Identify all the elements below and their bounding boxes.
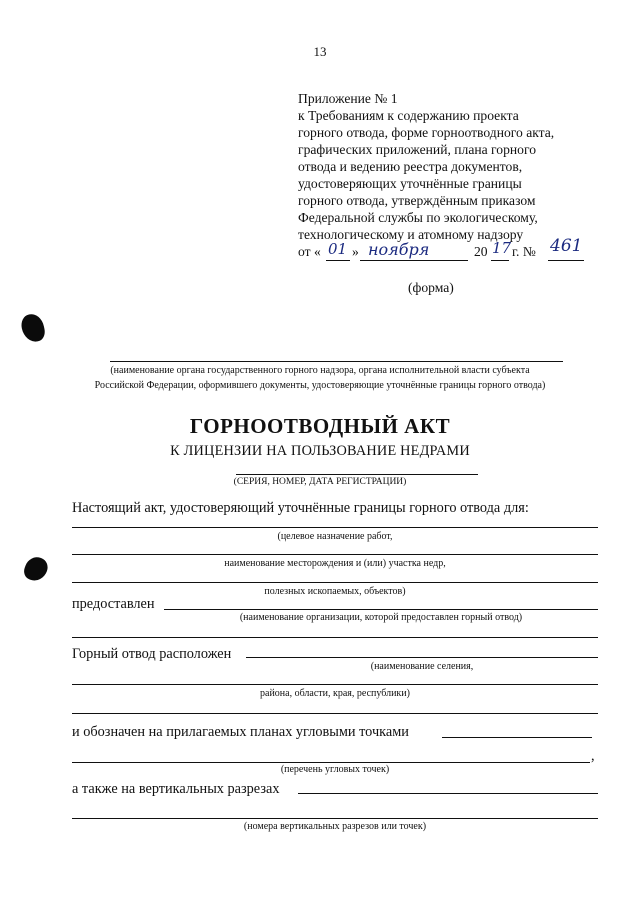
date-mid: » (352, 244, 359, 259)
form-label: (форма) (408, 280, 454, 295)
date-month: ноября (368, 240, 430, 259)
caption-organization: (наименование организации, которой предоставлен горный отвод) (239, 612, 523, 623)
caption-region: района, области, края, республики) (260, 688, 410, 699)
sections-label: а также на вертикальных разрезах (72, 781, 280, 797)
document-title: ГОРНООТВОДНЫЙ АКТ (189, 414, 451, 438)
appendix-line: технологическому и атомному надзору (298, 227, 524, 242)
located-label: Горный отвод расположен (72, 646, 232, 662)
year-prefix: 20 (474, 244, 488, 259)
appendix-line: удостоверяющих уточнённые границы (298, 176, 522, 191)
granted-label: предоставлен (72, 596, 155, 612)
corners-comma: , (591, 748, 595, 764)
page-number: 13 (313, 44, 327, 59)
registration-caption: (СЕРИЯ, НОМЕР, ДАТА РЕГИСТРАЦИИ) (233, 477, 407, 487)
caption-corners: (перечень угловых точек) (280, 764, 390, 775)
intro-text: Настоящий акт, удостоверяющий уточнённые границы горного отвода для: (72, 500, 529, 516)
date-day: 01 (328, 240, 348, 258)
appendix-line: отвода и ведению реестра документов, (298, 159, 523, 174)
caption-deposit: наименование месторождения и (или) участка недр, (224, 558, 446, 569)
appendix-line: Федеральной службы по экологическому, (298, 210, 538, 225)
appendix-line: горного отвода, форме горноотводного акта, (298, 125, 555, 140)
year-tail: г. № (512, 244, 536, 259)
authority-caption-line2: Российской Федерации, оформившего документы, удостоверяющие уточнённые границы горного отвода) (94, 380, 546, 391)
caption-minerals: полезных ископаемых, объектов) (264, 586, 406, 597)
caption-sections: (номера вертикальных разрезов или точек) (243, 821, 427, 832)
ink-blot (22, 554, 51, 584)
ink-blot (19, 312, 46, 344)
caption-purpose: (целевое назначение работ, (277, 531, 393, 542)
date-prefix: от « (298, 244, 321, 259)
corners-label: и обозначен на прилагаемых планах угловыми точками (72, 724, 409, 740)
appendix-line: горного отвода, утверждённым приказом (298, 193, 536, 208)
appendix-line: к Требованиям к содержанию проекта (298, 108, 519, 123)
document-subtitle: К ЛИЦЕНЗИИ НА ПОЛЬЗОВАНИЕ НЕДРАМИ (170, 443, 470, 459)
caption-settlement: (наименование селения, (370, 661, 474, 672)
appendix-line: графических приложений, плана горного (298, 142, 536, 157)
year-suffix: 17 (492, 239, 512, 257)
appendix-line: Приложение № 1 (298, 91, 398, 106)
order-number: 461 (550, 236, 583, 256)
authority-caption-line1: (наименование органа государственного горного надзора, органа исполнительной власти субъекта (110, 365, 530, 376)
